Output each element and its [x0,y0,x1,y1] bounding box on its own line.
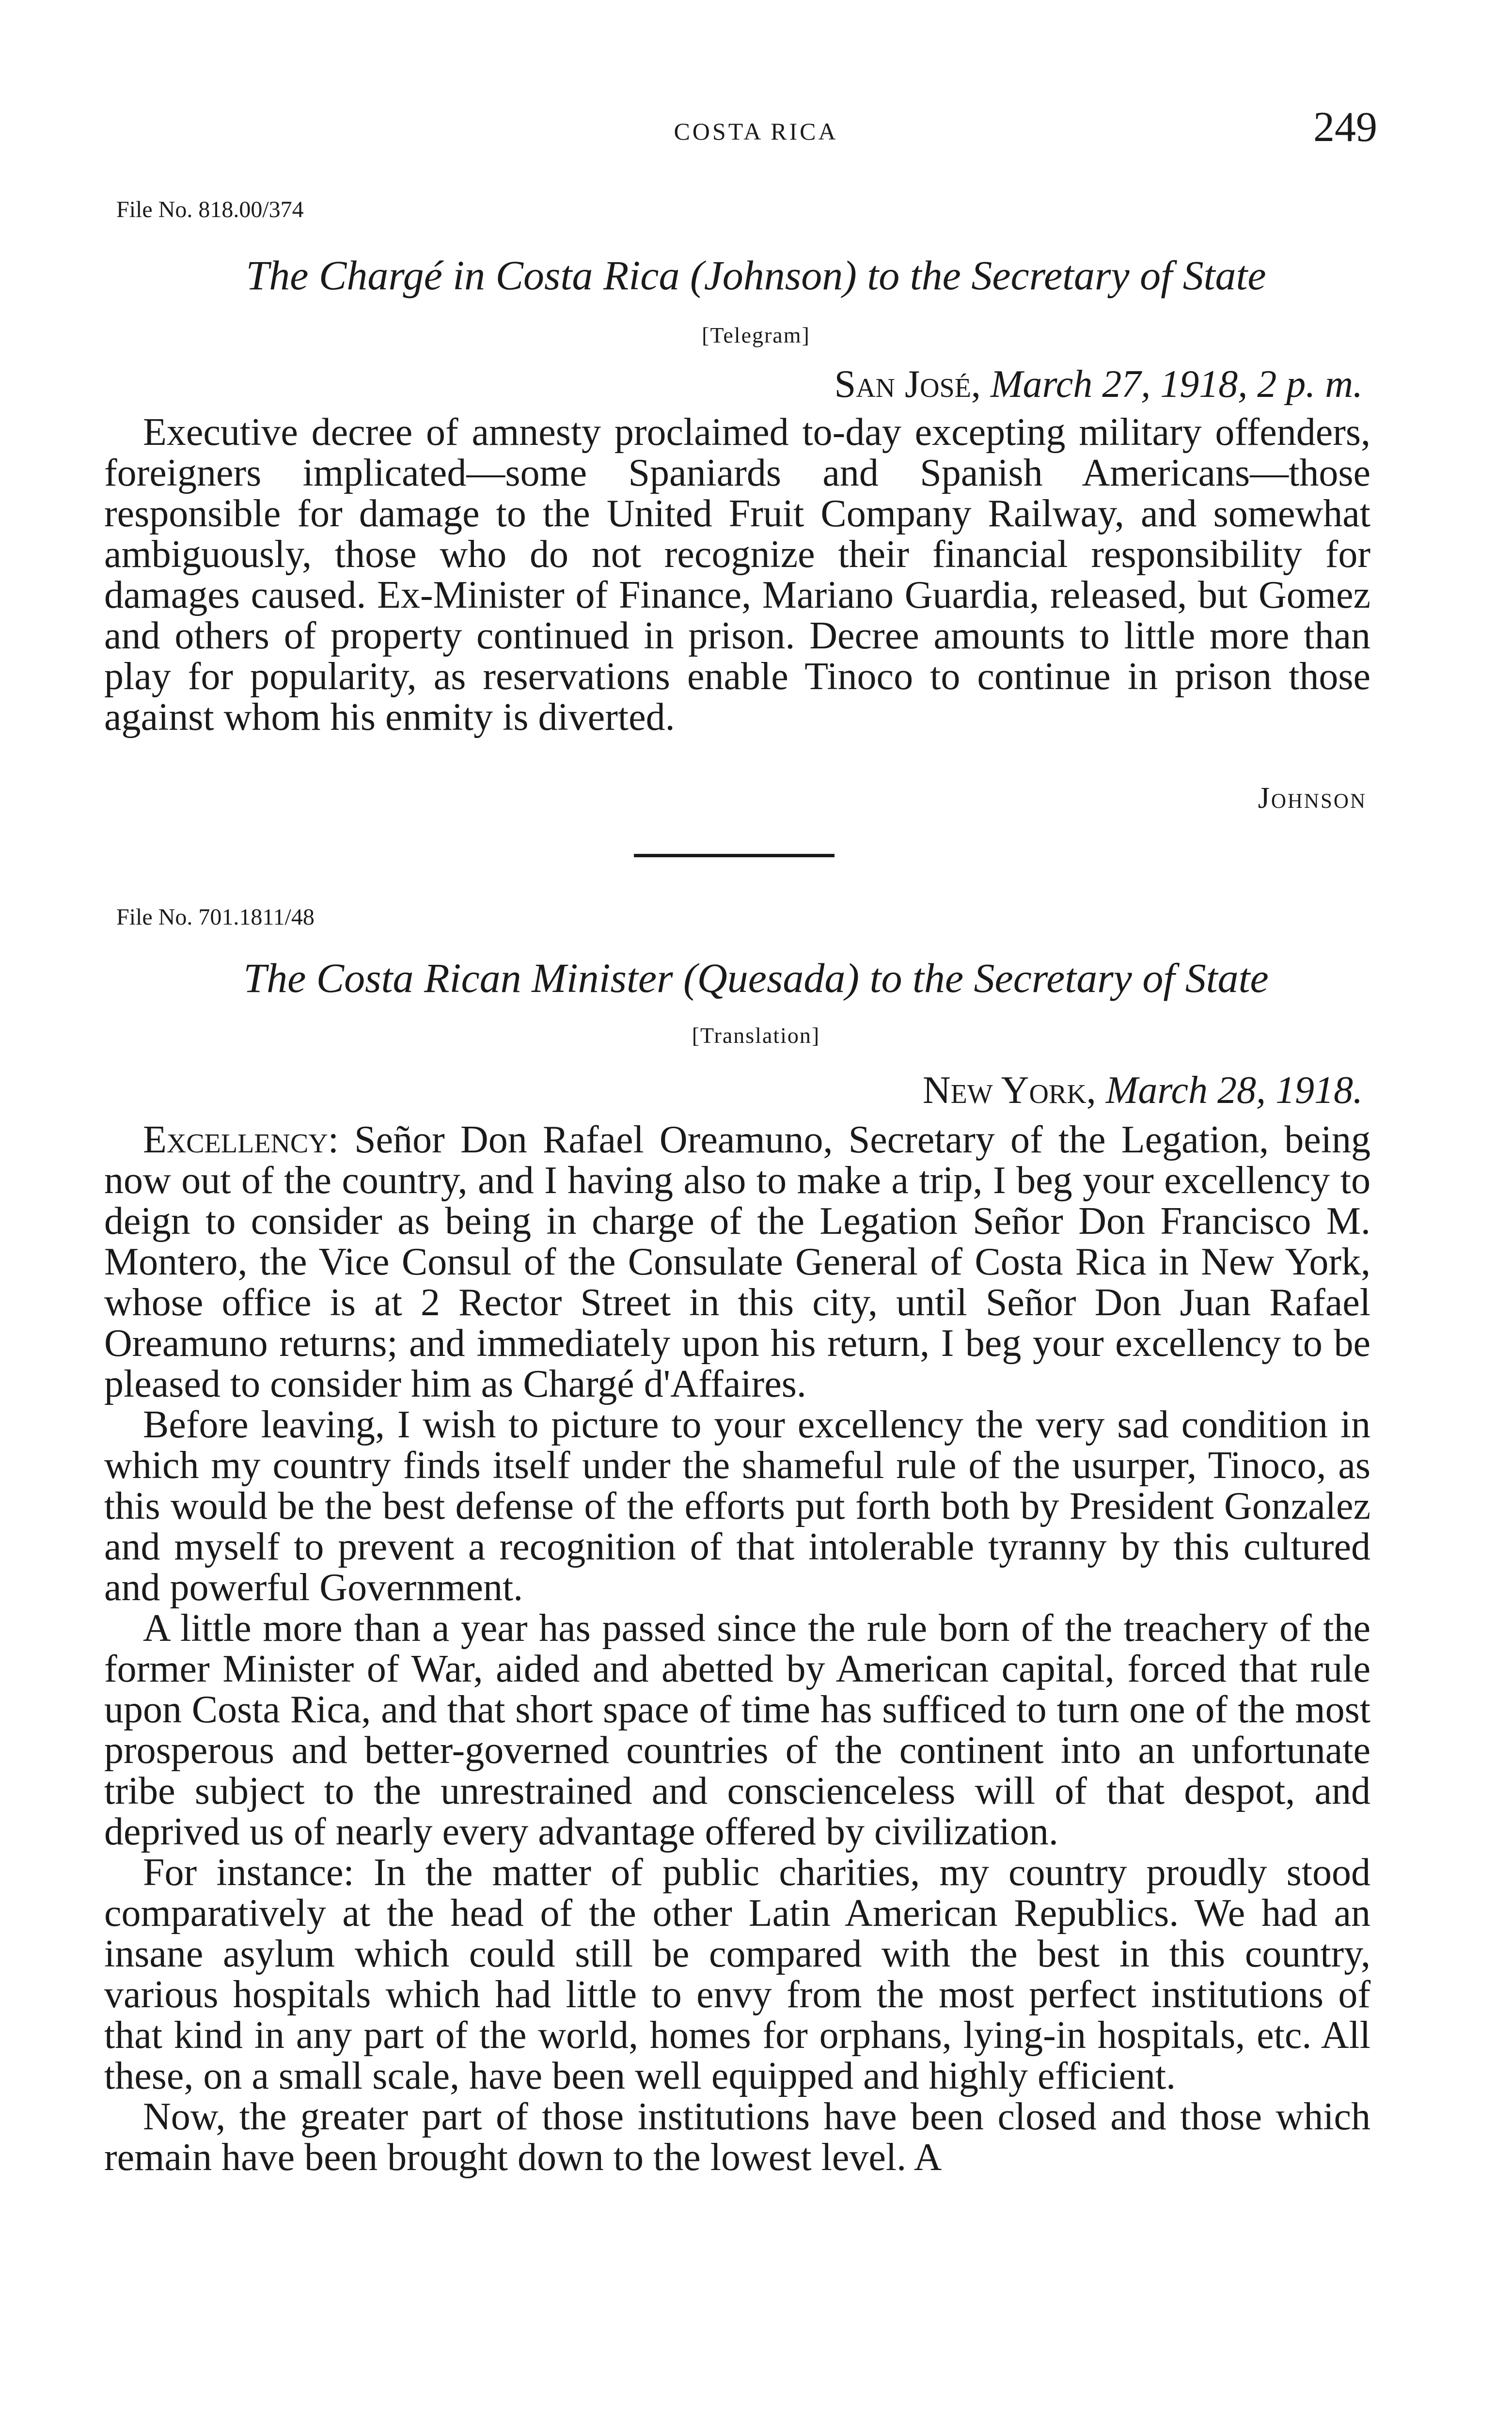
paragraph [104,1119,1370,1404]
section-divider [634,854,835,857]
paragraph: Now, the greater part of those institutions have been closed and those which remain have been brought down to the lowest level. A [104,2095,1370,2179]
paragraph-text: Señor Don Rafael Oreamuno, Secretary of the Legation, being now out of the country, and I having also to make a trip, I beg your excellency to deign to consider as being in charge of the Legation Señor Don Francisco M. Montero, the Vice Consul of the Consulate General of Costa Rica in New York, whose office is at 2 Rector Street in this city, until Señor Don Juan Rafael Oreamuno returns; and immediately upon his return, I beg your excellency to be pleased to consider him as Chargé d'Affaires. [104,1118,1371,1405]
paragraph: Executive decree of amnesty proclaimed to-day excepting military offenders, foreigners implicated—some Spaniards and Spanish Americans—those responsible for damage to the United Fruit Company Railway, and somewhat ambiguously, those who do not recognize their financial responsibility for damages caused. Ex-Minister of Finance, Mariano Guardia, released, but Gomez and others of property continued in prison. Decree amounts to little more than play for popularity, as reservations enable Tinoco to continue in prison those against whom his enmity is diverted. [104,411,1370,739]
dateline-1 [835,362,1363,407]
document-type-1: [Telegram] [702,323,810,347]
paragraph: For instance: In the matter of public charities, my country proudly stood comparatively at the head of the other Latin American Republics. We had an insane asylum which could still be compared with the best in this country, various hospitals which had little to envy from the most perfect institutions of that kind in any part of the world, homes for orphans, lying-in hospitals, etc. All these, on a small scale, have been well equipped and highly efficient. [104,1851,1370,2097]
dateline-date-2: March 28, 1918. [1105,1069,1363,1112]
paragraph: A little more than a year has passed since the rule born of the treachery of the former Minister of War, aided and abetted by American capital, forced that rule upon Costa Rica, and that short space of time has sufficed to turn one of the most prosperous and better-governed countries of the continent into an unfortunate tribe subject to the unrestrained and conscienceless will of that despot, and deprived us of nearly every advantage offered by civilization. [104,1607,1370,1853]
dateline-place-1: San José, [834,363,981,406]
document-body-1 [104,412,1370,738]
dateline-date-1: March 27, 1918, 2 p. m. [990,363,1363,406]
document-type-2: [Translation] [692,1023,820,1048]
document-body-2 [104,1119,1370,2178]
document-heading-1: The Chargé in Costa Rica (Johnson) to the Secretary of State [246,252,1266,299]
dateline-2 [923,1069,1363,1113]
file-number-2: File No. 701.1811/48 [116,904,315,930]
document-heading-2: The Costa Rican Minister (Quesada) to the Secretary of State [243,955,1269,1001]
signature-1: Johnson [1258,782,1367,815]
paragraph: Before leaving, I wish to picture to your excellency the very sad condition in which my country finds itself under the shameful rule of the usurper, Tinoco, as this would be the best defense of the efforts put forth both by President Gonzalez and myself to prevent a recognition of that intolerable tyranny by this cultured and powerful Government. [104,1403,1370,1609]
page-number: 249 [1313,104,1377,151]
file-number-1: File No. 818.00/374 [116,197,304,222]
salutation: Excellency: [143,1118,339,1161]
running-header: COSTA RICA [674,118,838,145]
dateline-place-2: New York, [922,1069,1096,1112]
